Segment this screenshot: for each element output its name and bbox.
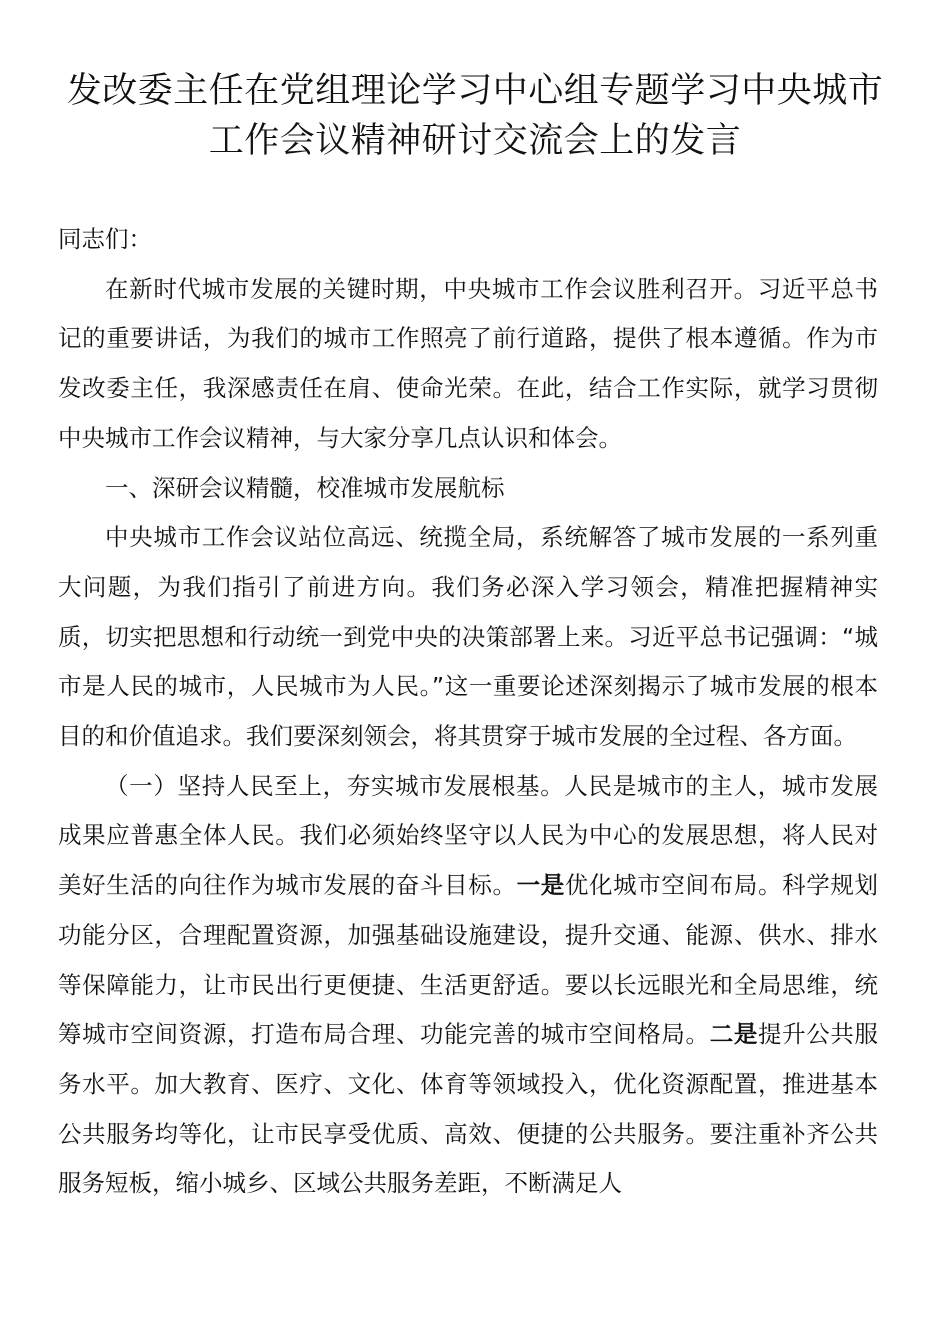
- title-line-1: 发改委主任在党组理论学习中心组专题学习中央城市: [66, 71, 884, 111]
- section-1-heading: 一、深研会议精髓，校准城市发展航标: [105, 473, 505, 502]
- lead-phrase-second: 二是: [709, 1020, 758, 1049]
- intro-paragraph: 在新时代城市发展的关键时期，中央城市工作会议胜利召开。习近平总书记的重要讲话，为我们的城市工作照亮了前行道路，提供了根本遵循。作为市发改委主任，我深感责任在肩、使命光荣。在此，结合工作实际，就学习贯彻中央城市工作会议精神，与大家分享几点认识和体会。: [58, 274, 878, 452]
- subsection-1-text-a: （一）坚持人民至上，夯实城市发展根基。人民是城市的主人，城市发展成果应普惠全体人民。我们必须始终坚守以人民为中心的发展思想，将人民对美好生活的向往作为城市发展的奋斗目标。: [58, 771, 878, 900]
- salutation: 同志们：: [58, 225, 152, 253]
- document-body: [58, 215, 878, 1209]
- lead-phrase-first: 一是: [516, 871, 565, 900]
- section-1-paragraph: 中央城市工作会议站位高远、统揽全局，系统解答了城市发展的一系列重大问题，为我们指引了前进方向。我们务必深入学习领会，精准把握精神实质，切实把思想和行动统一到党中央的决策部署上来。习近平总书记强调：“城市是人民的城市，人民城市为人民。”这一重要论述深刻揭示了城市发展的根本目的和价值追求。我们要深刻领会，将其贯穿于城市发展的全过程、各方面。: [58, 523, 878, 751]
- subsection-1-text-b: 优化城市空间布局。科学规划功能分区，合理配置资源，加强基础设施建设，提升交通、能源、供水、排水等保障能力，让市民出行更便捷、生活更舒适。要以长远眼光和全局思维，统筹城市空间资源，打造布局合理、功能完善的城市空间格局。: [58, 871, 879, 1049]
- document-title: [40, 66, 910, 166]
- subsection-1-paragraph: [58, 762, 878, 1209]
- subsection-1-text-c: 提升公共服务水平。加大教育、医疗、文化、体育等领域投入，优化资源配置，推进基本公共服务均等化，让市民享受优质、高效、便捷的公共服务。要注重补齐公共服务短板，缩小城乡、区域公共服务差距，不断满足人: [58, 1020, 879, 1198]
- title-line-2: 工作会议精神研讨交流会上的发言: [208, 121, 742, 161]
